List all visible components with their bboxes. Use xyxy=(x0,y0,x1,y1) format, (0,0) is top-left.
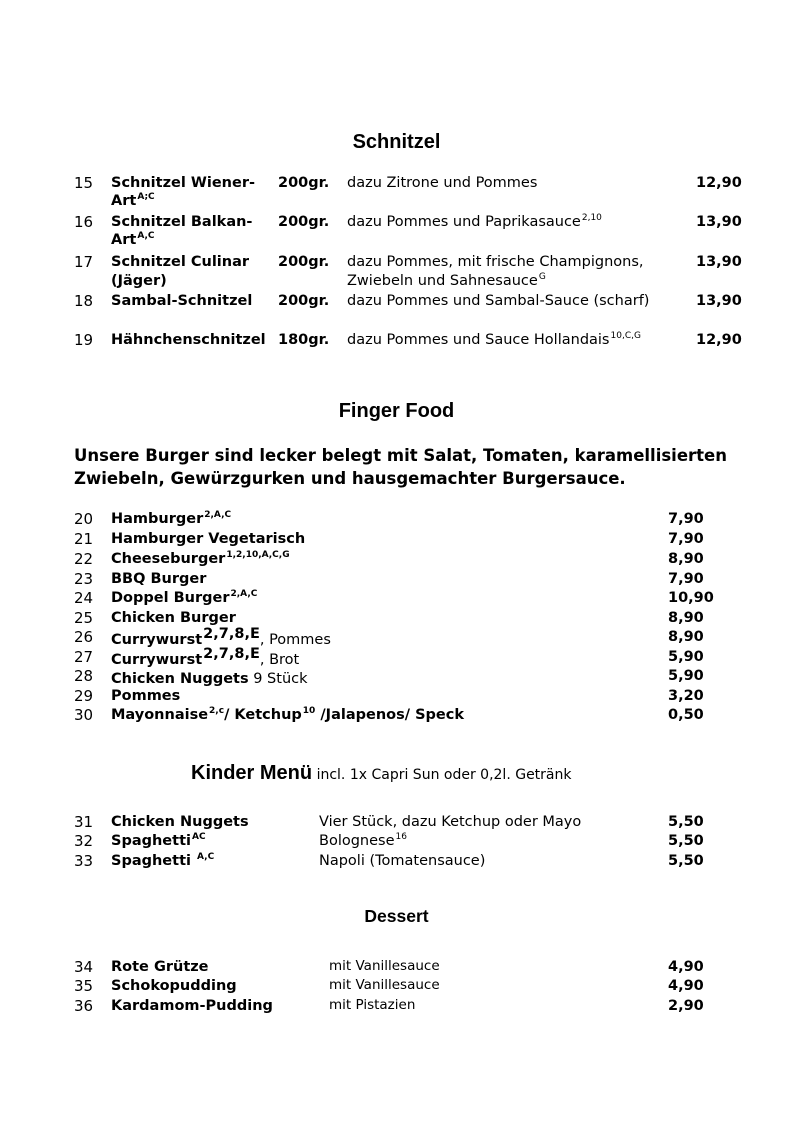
item-description: dazu Pommes und Paprikasauce$^{2,10}$ xyxy=(347,213,602,230)
item-price: 8,90 xyxy=(668,610,704,626)
item-weight: 200gr. xyxy=(278,254,330,270)
item-description: mit Vanillesauce xyxy=(329,958,440,974)
item-name-line2: Art$^{A;C}$ xyxy=(111,192,155,209)
kinder-section-title: Kinder Menü xyxy=(191,762,313,784)
item-name: Schnitzel Culinar xyxy=(111,254,250,270)
item-description: Vier Stück, dazu Ketchup oder Mayo xyxy=(319,814,582,830)
schnitzel-section-title: Schnitzel xyxy=(352,131,441,153)
item-number: 36 xyxy=(74,997,94,1015)
item-price: 13,90 xyxy=(696,293,742,309)
item-price: 12,90 xyxy=(696,175,742,191)
item-description: dazu Pommes und Sambal-Sauce (scharf) xyxy=(347,293,650,309)
item-number: 32 xyxy=(74,832,94,850)
item-number: 34 xyxy=(74,958,94,976)
item-number: 30 xyxy=(74,706,94,724)
allergen-code: G xyxy=(538,272,546,282)
item-weight: 200gr. xyxy=(278,214,330,230)
item-weight: 180gr. xyxy=(278,332,330,348)
item-name: Pommes xyxy=(111,688,181,704)
item-price: 8,90 xyxy=(668,551,704,567)
item-price: 4,90 xyxy=(668,959,704,975)
item-price: 7,90 xyxy=(668,571,704,587)
dessert-section-title: Dessert xyxy=(364,906,429,926)
item-price: 8,90 xyxy=(668,629,704,645)
item-number: 24 xyxy=(74,589,94,607)
item-price: 12,90 xyxy=(696,332,742,348)
item-price: 5,50 xyxy=(668,814,704,830)
allergen-code: A;C xyxy=(137,192,155,202)
item-name: Spaghetti$^{AC}$ xyxy=(111,832,206,849)
item-price: 3,20 xyxy=(668,688,704,704)
item-number: 15 xyxy=(74,174,94,192)
item-name: Chicken Nuggets xyxy=(111,814,249,830)
item-number: 20 xyxy=(74,510,94,528)
item-price: 5,50 xyxy=(668,853,704,869)
item-price: 10,90 xyxy=(668,590,714,606)
item-number: 23 xyxy=(74,570,94,588)
item-name: Hamburger Vegetarisch xyxy=(111,531,306,547)
item-name: Kardamom-Pudding xyxy=(111,998,273,1014)
burger-intro-text: Unsere Burger sind lecker belegt mit Salat, Tomaten, karamellisierten Zwiebeln, Gewürzgurken und hausgemachter Burgersauce. xyxy=(74,446,727,488)
kinder-section-heading xyxy=(191,762,571,785)
item-number: 33 xyxy=(74,852,94,870)
item-description: mit Vanillesauce xyxy=(329,977,440,993)
item-number: 27 xyxy=(74,648,94,666)
item-number: 29 xyxy=(74,687,94,705)
item-number: 31 xyxy=(74,813,94,831)
item-name-line2: (Jäger) xyxy=(111,273,167,289)
allergen-code: 10 xyxy=(302,706,316,716)
allergen-code: AC xyxy=(191,832,206,842)
item-price: 2,90 xyxy=(668,998,704,1014)
kinder-section-note: incl. 1x Capri Sun oder 0,2l. Getränk xyxy=(312,767,572,783)
item-price: 13,90 xyxy=(696,214,742,230)
item-name: Schnitzel Balkan- xyxy=(111,214,253,230)
item-description: dazu Zitrone und Pommes xyxy=(347,175,538,191)
item-name: Doppel Burger$^{2,A,C}$ xyxy=(111,589,258,606)
fingerfood-section-title: Finger Food xyxy=(338,400,455,422)
item-name: Currywurst$^{2,7,8,E}$, Brot xyxy=(111,646,300,668)
item-weight: 200gr. xyxy=(278,293,330,309)
item-weight: 200gr. xyxy=(278,175,330,191)
item-name: Spaghetti $^{A,C}$ xyxy=(111,852,215,869)
item-description-line2: Zwiebeln und Sahnesauce$^G$ xyxy=(347,272,546,289)
allergen-code: 2,A,C xyxy=(230,589,258,599)
item-name: Currywurst$^{2,7,8,E}$, Pommes xyxy=(111,626,331,648)
item-number: 25 xyxy=(74,609,94,627)
allergen-code: 2,c xyxy=(209,706,225,716)
item-name: BBQ Burger xyxy=(111,571,207,587)
item-name: Chicken Burger xyxy=(111,610,236,626)
allergen-code: 10,C,G xyxy=(610,331,641,341)
item-price: 5,90 xyxy=(668,668,704,684)
item-price: 7,90 xyxy=(668,531,704,547)
item-description: Napoli (Tomatensauce) xyxy=(319,853,486,869)
item-number: 16 xyxy=(74,213,94,231)
item-price: 0,50 xyxy=(668,707,704,723)
item-name: Schokopudding xyxy=(111,978,237,994)
allergen-code: 2,A,C xyxy=(204,510,232,520)
item-price: 4,90 xyxy=(668,978,704,994)
allergen-code: A,C xyxy=(197,852,215,862)
item-name: Cheeseburger$^{1,2,10,A,C,G}$ xyxy=(111,550,290,567)
item-description: mit Pistazien xyxy=(329,997,416,1013)
allergen-code: A,C xyxy=(137,231,155,241)
item-name: Chicken Nuggets 9 Stück xyxy=(111,671,308,687)
item-name: Hähnchenschnitzel xyxy=(111,332,266,348)
item-name: Rote Grütze xyxy=(111,959,209,975)
item-number: 35 xyxy=(74,977,94,995)
allergen-code: 16 xyxy=(395,832,407,842)
item-number: 19 xyxy=(74,331,94,349)
allergen-code: 2,7,8,E xyxy=(203,626,260,642)
item-name: Hamburger$^{2,A,C}$ xyxy=(111,510,232,527)
allergen-code: 1,2,10,A,C,G xyxy=(226,550,290,560)
item-number: 18 xyxy=(74,292,94,310)
item-number: 26 xyxy=(74,628,94,646)
item-number: 17 xyxy=(74,253,94,271)
item-number: 28 xyxy=(74,667,94,685)
item-name: Schnitzel Wiener- xyxy=(111,175,256,191)
item-price: 7,90 xyxy=(668,511,704,527)
item-number: 22 xyxy=(74,550,94,568)
item-price: 13,90 xyxy=(696,254,742,270)
item-description: Bolognese$^{16}$ xyxy=(319,832,407,849)
allergen-code: 2,7,8,E xyxy=(203,646,260,662)
item-name-line2: Art$^{A,C}$ xyxy=(111,231,155,248)
item-price: 5,90 xyxy=(668,649,704,665)
item-price: 5,50 xyxy=(668,833,704,849)
item-name: Sambal-Schnitzel xyxy=(111,293,253,309)
item-description: dazu Pommes, mit frische Champignons, xyxy=(347,254,644,270)
item-name: Mayonnaise$^{2,c}$/ Ketchup$^{10}$ /Jalapenos/ Speck xyxy=(111,706,464,723)
allergen-code: 2,10 xyxy=(581,213,602,223)
item-description: dazu Pommes und Sauce Hollandais$^{10,C,G}$ xyxy=(347,331,641,348)
item-number: 21 xyxy=(74,530,94,548)
